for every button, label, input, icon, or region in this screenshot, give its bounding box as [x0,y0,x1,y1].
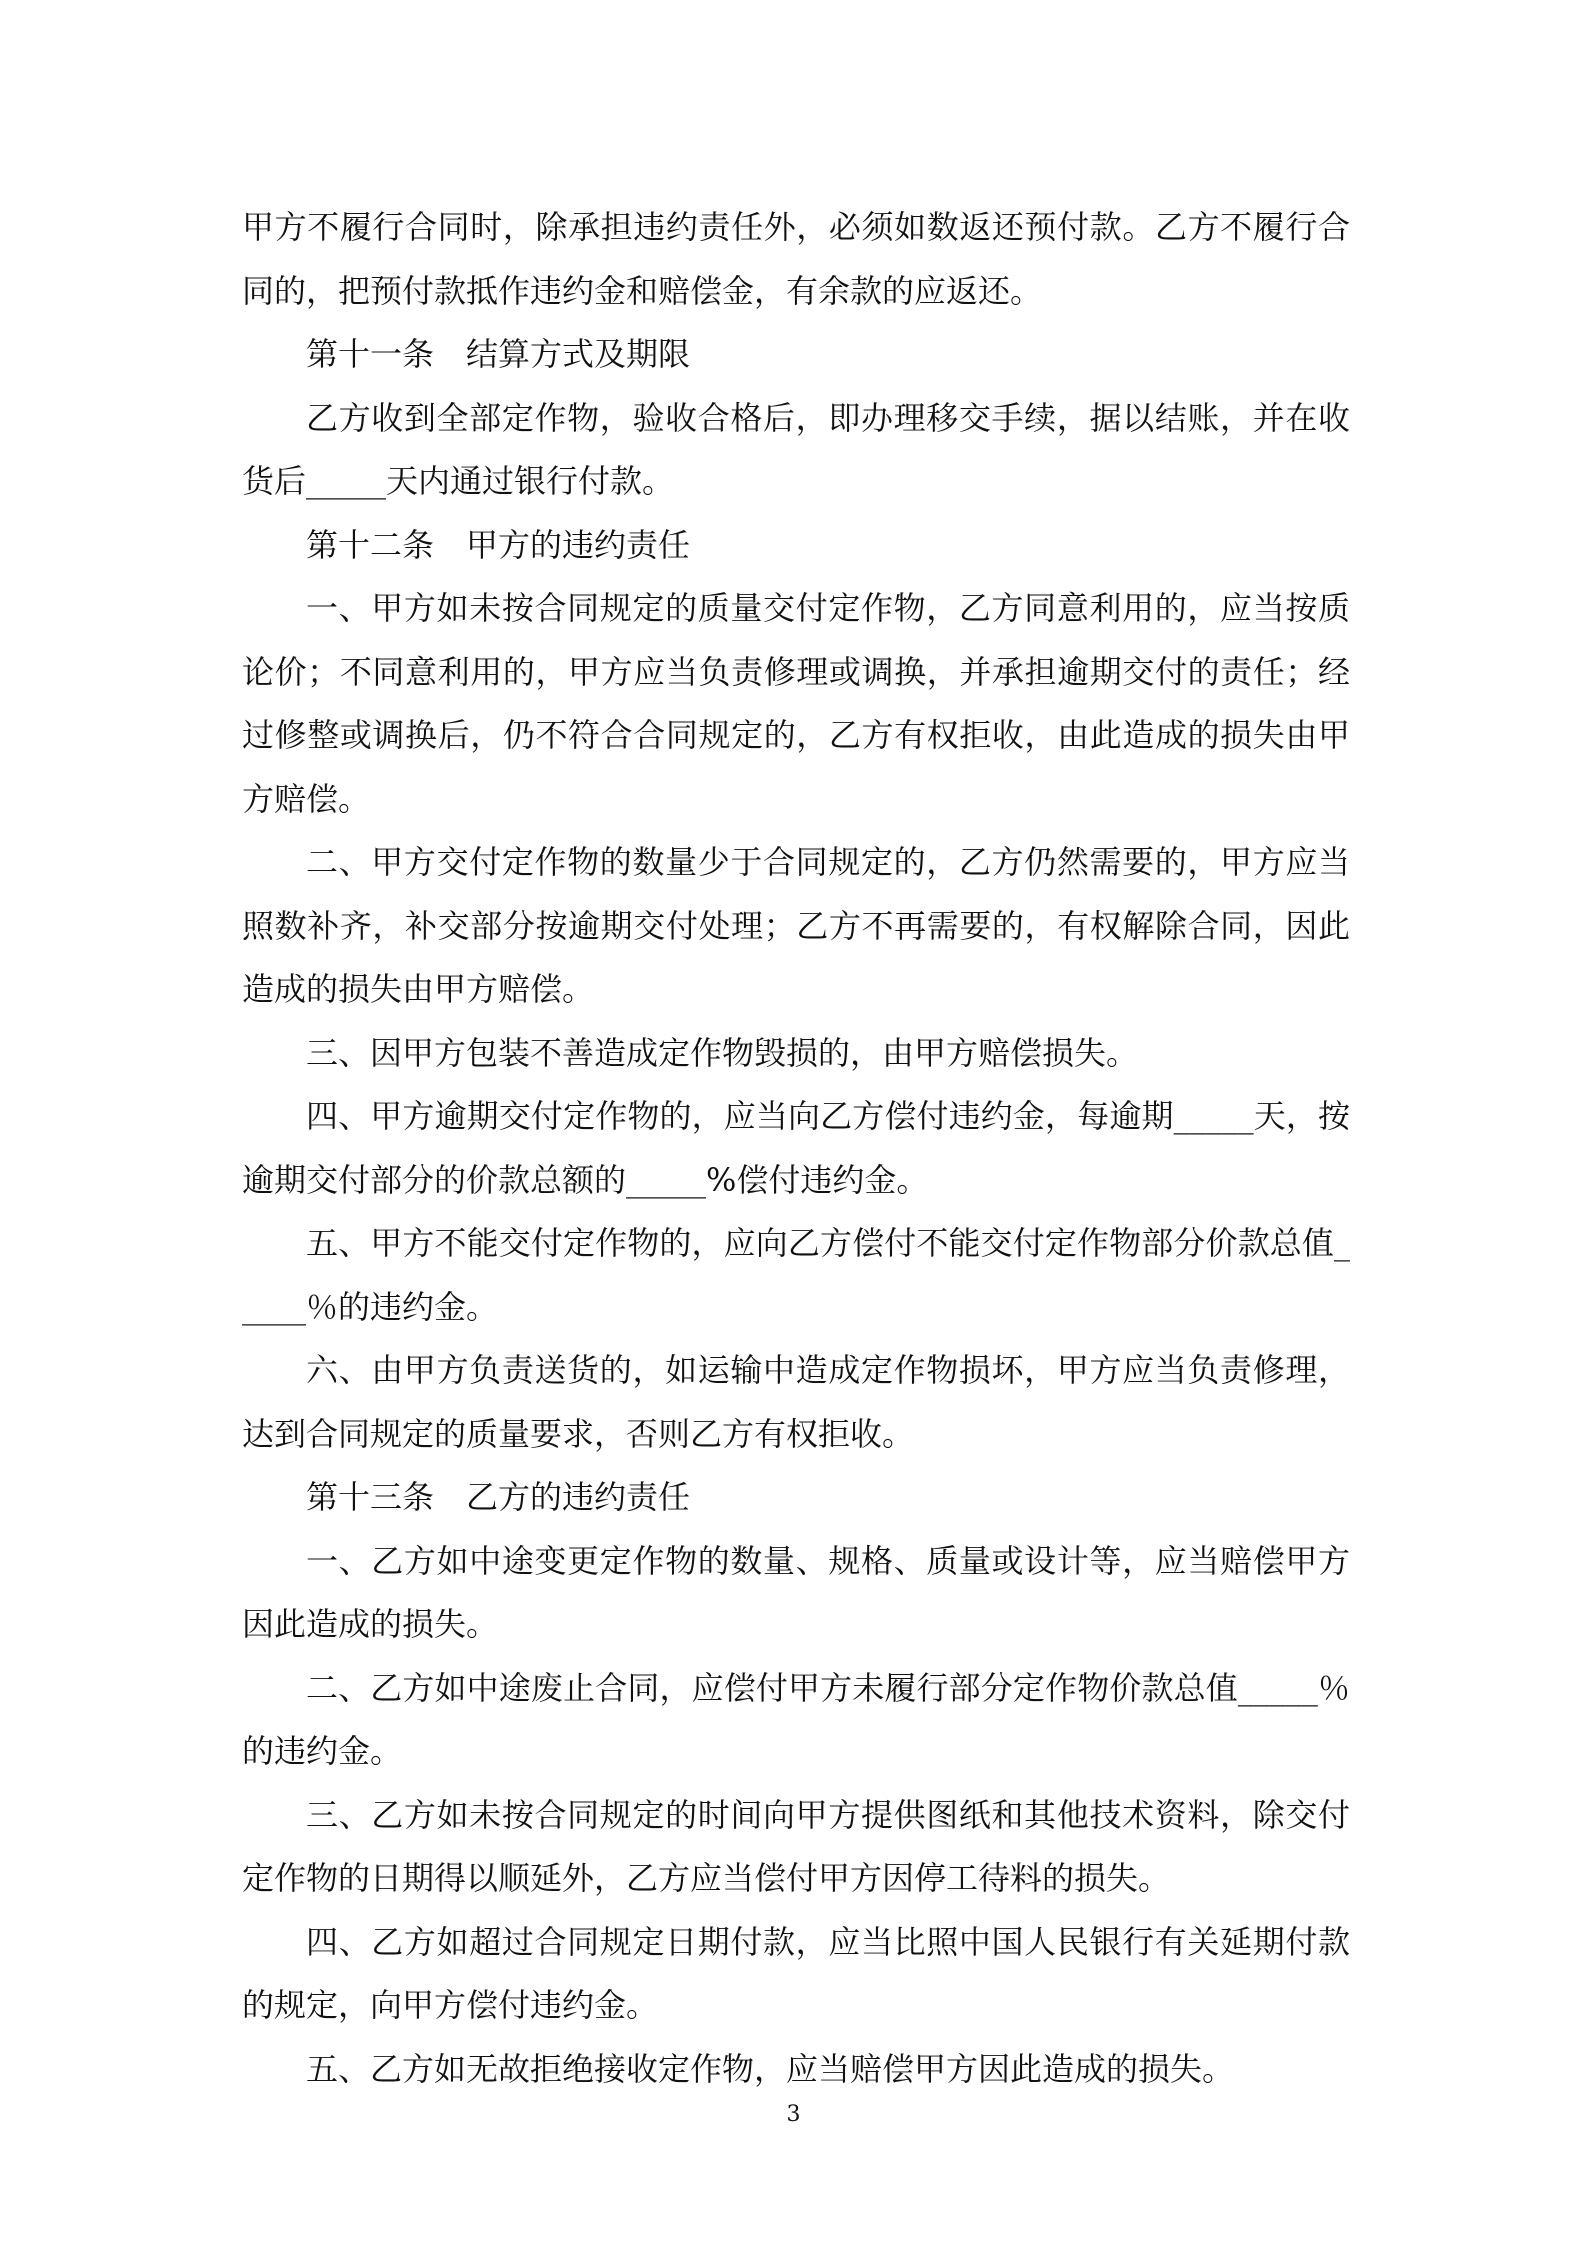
article-12-clause-4: 四、甲方逾期交付定作物的，应当向乙方偿付违约金，每逾期_____天，按逾期交付部分的价款总额的_____%偿付违约金。 [242,1097,1350,1199]
article-13-clause-5: 五、乙方如无故拒绝接收定作物，应当赔偿甲方因此造成的损失。 [306,2049,1235,2088]
article-13-clause-3: 三、乙方如未按合同规定的时间向甲方提供图纸和其他技术资料，除交付定作物的日期得以顺延外，乙方应当偿付甲方因停工待料的损失。 [242,1795,1350,1897]
article-13-clause-2: 二、乙方如中途废止合同，应偿付甲方未履行部分定作物价款总值_____％的违约金。 [242,1668,1350,1770]
article-13-heading: 第十三条 乙方的违约责任 [306,1478,691,1516]
paragraph-prepayment-return: 甲方不履行合同时，除承担违约责任外，必须如数返还预付款。乙方不履行合同的，把预付款抵作违约金和赔偿金，有余款的应返还。 [242,208,1350,310]
article-12-heading: 第十二条 甲方的违约责任 [306,525,691,564]
article-12-clause-6: 六、由甲方负责送货的，如运输中造成定作物损坏，甲方应当负责修理，达到合同规定的质量要求，否则乙方有权拒收。 [242,1351,1350,1453]
article-12-clause-5: 五、甲方不能交付定作物的，应向乙方偿付不能交付定作物部分价款总值_____％的违约金。 [242,1224,1350,1326]
paragraph-settlement: 乙方收到全部定作物，验收合格后，即办理移交手续，据以结账，并在收货后_____天内通过银行付款。 [242,398,1350,500]
page-number: 3 [786,2102,801,2127]
article-12-clause-1: 一、甲方如未按合同规定的质量交付定作物，乙方同意利用的，应当按质论价；不同意利用的，甲方应当负责修理或调换，并承担逾期交付的责任；经过修整或调换后，仍不符合合同规定的，乙方有权拒收，由此造成的损失由甲方赔偿。 [242,589,1350,818]
document-body [242,196,1350,2101]
article-12-clause-2: 二、甲方交付定作物的数量少于合同规定的，乙方仍然需要的，甲方应当照数补齐，补交部分按逾期交付处理；乙方不再需要的，有权解除合同，因此造成的损失由甲方赔偿。 [242,843,1350,1008]
article-13-clause-1: 一、乙方如中途变更定作物的数量、规格、质量或设计等，应当赔偿甲方因此造成的损失。 [242,1541,1350,1643]
article-12-clause-3: 三、因甲方包装不善造成定作物毁损的，由甲方赔偿损失。 [306,1033,1139,1072]
article-13-clause-4: 四、乙方如超过合同规定日期付款，应当比照中国人民银行有关延期付款的规定，向甲方偿付违约金。 [242,1922,1350,2024]
article-11-heading: 第十一条 结算方式及期限 [306,335,691,373]
